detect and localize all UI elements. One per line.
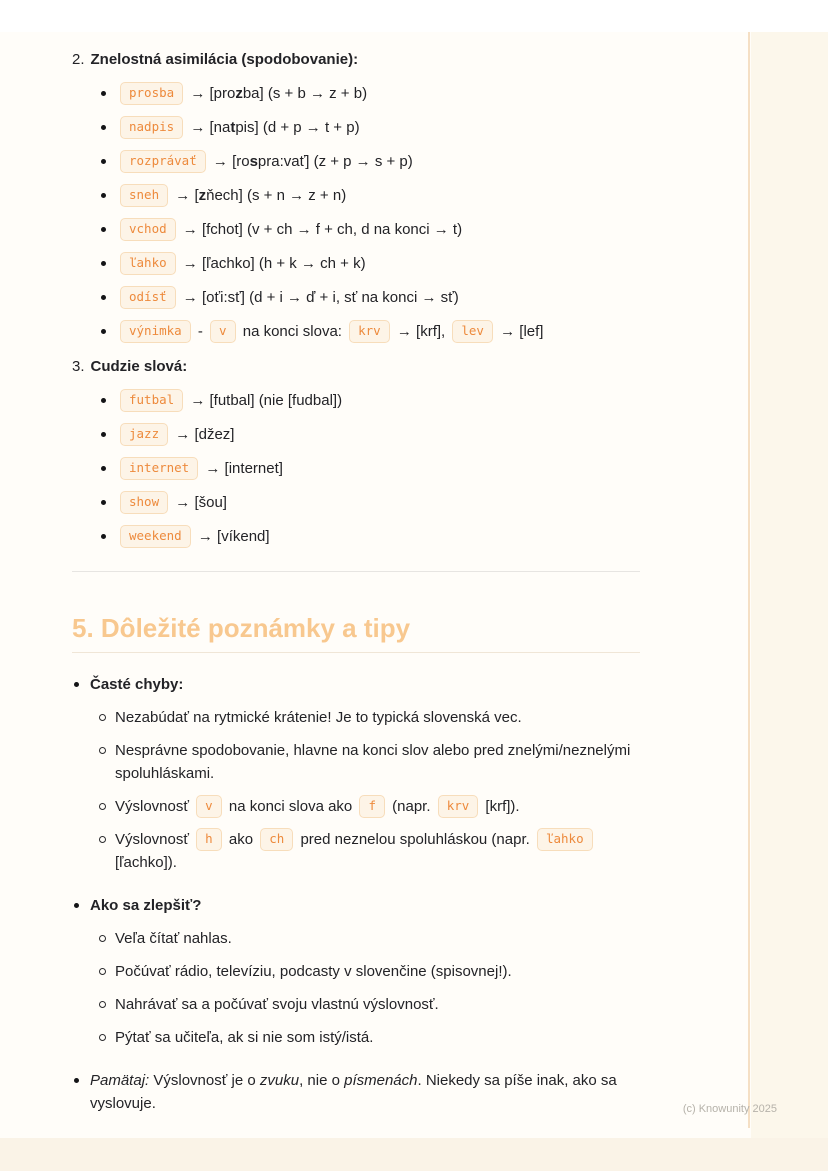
list-item-text: Nezabúdať na rytmické krátenie! Je to typická slovenská vec. (115, 709, 522, 726)
code-chip: f (359, 795, 385, 818)
code-chip: ľahko (537, 828, 593, 851)
bullet-icon (74, 682, 79, 687)
code-chip: ch (260, 828, 293, 851)
list-item-text: Pamätaj: Výslovnosť je o zvuku, nie o písmenách. Niekedy sa píše inak, ako sa vyslovuje. (90, 1072, 617, 1112)
numbered-item-foreign-words (72, 355, 640, 548)
circle-bullet-icon (99, 935, 106, 942)
code-chip: futbal (120, 389, 183, 412)
top-margin-strip (0, 0, 828, 32)
list-item-text: jazz → [džez] (117, 426, 234, 443)
tips-item-improve (72, 894, 640, 1049)
circle-bullet-icon (99, 747, 106, 754)
list-item (99, 491, 640, 514)
bullet-icon (74, 1078, 79, 1083)
list-item (99, 525, 640, 548)
circle-bullet-icon (99, 1034, 106, 1041)
list-item-text: ľahko → [ľachko] (h + k → ch + k) (117, 255, 366, 272)
circle-bullet-icon (99, 968, 106, 975)
tips-list (72, 673, 640, 1115)
section-head (72, 355, 640, 378)
list-item (98, 1026, 640, 1049)
bullet-icon (101, 295, 106, 300)
bullet-icon (101, 159, 106, 164)
bottom-margin-strip (0, 1138, 828, 1171)
code-chip: h (196, 828, 222, 851)
list-item (98, 960, 640, 983)
code-chip: v (210, 320, 236, 343)
list-item-text: prosba → [prozba] (s + b → z + b) (117, 85, 367, 102)
list-item-text: odísť → [oťi:sť] (d + i → ď + i, sť na konci → sť) (117, 289, 459, 306)
code-chip: v (196, 795, 222, 818)
list-item (98, 927, 640, 950)
circle-bullet-icon (99, 714, 106, 721)
list-item-text: weekend → [víkend] (117, 528, 270, 545)
list-item-text: show → [šou] (117, 494, 227, 511)
numbered-list (72, 48, 640, 548)
section-head (72, 48, 640, 71)
list-item (98, 739, 640, 785)
code-chip: weekend (120, 525, 191, 548)
sub-list-common-mistakes (90, 706, 640, 874)
list-item-text: vchod → [fchot] (v + ch → f + ch, d na konci → t) (117, 221, 462, 238)
bullet-icon (101, 500, 106, 505)
list-item-text: internet → [internet] (117, 460, 283, 477)
code-chip: nadpis (120, 116, 183, 139)
list-item (99, 82, 640, 105)
bullet-list-voicing (72, 82, 640, 343)
list-item (99, 286, 640, 309)
bullet-icon (101, 534, 106, 539)
circle-bullet-icon (99, 836, 106, 843)
list-item-text: rozprávať → [rospra:vať] (z + p → s + p) (117, 153, 413, 170)
item-number: 3. (72, 358, 85, 375)
list-item (99, 457, 640, 480)
code-chip: show (120, 491, 168, 514)
code-chip: internet (120, 457, 198, 480)
code-chip: prosba (120, 82, 183, 105)
tips-item-title: Časté chyby: (90, 676, 184, 693)
list-item (99, 184, 640, 207)
page-edge-line (748, 32, 750, 1128)
list-item (99, 150, 640, 173)
circle-bullet-icon (99, 803, 106, 810)
list-item-text: Nahrávať sa a počúvať svoju vlastnú výslovnosť. (115, 996, 439, 1013)
bullet-icon (101, 398, 106, 403)
code-chip: odísť (120, 286, 176, 309)
item-number: 2. (72, 51, 85, 68)
code-chip: sneh (120, 184, 168, 207)
bullet-icon (101, 466, 106, 471)
list-item (99, 389, 640, 412)
code-chip: ľahko (120, 252, 176, 275)
bullet-icon (101, 329, 106, 334)
list-item (99, 320, 640, 343)
watermark: (c) Knowunity 2025 (682, 1103, 777, 1115)
list-item (98, 795, 640, 818)
list-item (99, 116, 640, 139)
circle-bullet-icon (99, 1001, 106, 1008)
bullet-list-foreign (72, 389, 640, 548)
tips-item-remember (72, 1069, 640, 1115)
section-title: Cudzie slová: (90, 358, 188, 375)
list-item (98, 706, 640, 729)
bullet-icon (101, 261, 106, 266)
code-chip: lev (452, 320, 493, 343)
list-item (99, 423, 640, 446)
list-item-text: Výslovnosť v na konci slova ako f (napr. krv [krf]). (115, 798, 520, 815)
list-item-text: Výslovnosť h ako ch pred neznelou spoluhláskou (napr. ľahko [ľachko]). (115, 831, 596, 871)
divider (72, 571, 640, 572)
code-chip: krv (349, 320, 390, 343)
list-item (99, 252, 640, 275)
list-item-text: Počúvať rádio, televíziu, podcasty v slovenčine (spisovnej!). (115, 963, 512, 980)
bullet-icon (74, 903, 79, 908)
code-chip: rozprávať (120, 150, 206, 173)
tips-item-title: Ako sa zlepšiť? (90, 897, 202, 914)
bullet-icon (101, 91, 106, 96)
list-item-text: futbal → [futbal] (nie [fudbal]) (117, 392, 342, 409)
bullet-icon (101, 227, 106, 232)
list-item-text: Pýtať sa učiteľa, ak si nie som istý/istá. (115, 1029, 374, 1046)
list-item-text: nadpis → [natpis] (d + p → t + p) (117, 119, 360, 136)
sub-list-improve (90, 927, 640, 1049)
numbered-item-voicing-assimilation (72, 48, 640, 343)
code-chip: vchod (120, 218, 176, 241)
list-item-text: Veľa čítať nahlas. (115, 930, 232, 947)
bullet-icon (101, 432, 106, 437)
page-background-right (751, 32, 828, 1138)
bullet-icon (101, 193, 106, 198)
list-item (99, 218, 640, 241)
code-chip: výnimka (120, 320, 191, 343)
tips-item-common-mistakes (72, 673, 640, 874)
list-item (98, 828, 640, 874)
section-title: Znelostná asimilácia (spodobovanie): (90, 51, 359, 68)
list-item-text: Nesprávne spodobovanie, hlavne na konci slov alebo pred znelými/neznelými spoluhláskami. (115, 742, 631, 782)
code-chip: krv (438, 795, 479, 818)
list-item-text: sneh → [zňech] (s + n → z + n) (117, 187, 346, 204)
document-content (72, 36, 640, 1115)
code-chip: jazz (120, 423, 168, 446)
list-item (98, 993, 640, 1016)
list-item-text: výnimka - v na konci slova: krv → [krf], lev → [lef] (117, 323, 543, 340)
section-heading: 5. Dôležité poznámky a tipy (72, 613, 640, 653)
bullet-icon (101, 125, 106, 130)
